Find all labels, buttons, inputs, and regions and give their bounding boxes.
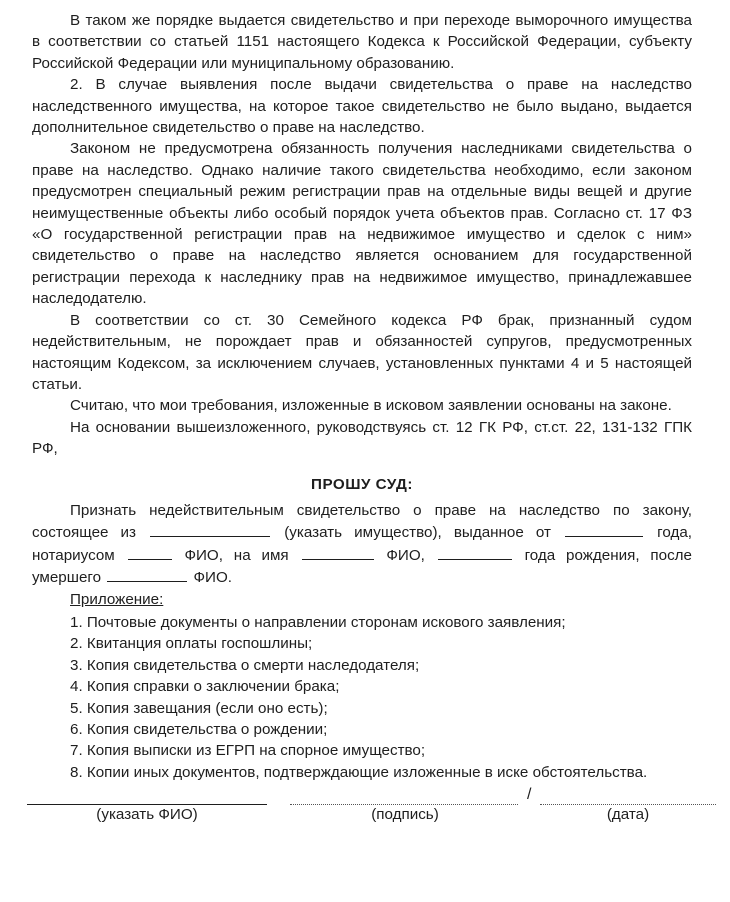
separator-slash: / [527,786,532,803]
document-body [32,10,692,783]
birth-year-blank [438,544,512,560]
heir-name-blank [302,544,374,560]
request-text: (указать имущество), выданное от [284,524,551,542]
issue-date-blank [565,521,643,537]
request-text: года рождения, после умершего [32,546,692,587]
date-line [540,804,716,805]
appendix-title-text: Приложение: [70,590,164,608]
request-text: года, нотариусом [32,524,692,564]
list-item: 5. Копия завещания (если оно есть); [70,699,328,717]
date-caption: (дата) [606,806,650,823]
deceased-blank [107,566,187,582]
list-item: 7. Копия выписки из ЕГРП на спорное имущество; [70,742,426,760]
list-item: 1. Почтовые документы о направлении сторонам искового заявления; [70,613,566,631]
signature-line [290,804,518,805]
appendix-title [32,589,692,610]
name-caption: (указать ФИО) [96,806,198,823]
paragraph: Законом не предусмотрена обязанность получения наследниками свидетельства о праве на наследство. Однако наличие такого свидетельства необходимо, если законом предусмотрен специальный режим регистрации прав на отдельные виды вещей и другие неимущественные объекты либо особый порядок учета объектов прав. Согласно ст. 17 ФЗ «О государственной регистрации прав на недвижимое имущество и сделок с ним» свидетельство о праве на наследство является основанием для государственной регистрации перехода к наследнику прав на недвижимое имущество, принадлежавшее наследодателю. [32,140,692,308]
list-item: 2. Квитанция оплаты госпошлины; [70,635,313,653]
signature-block [0,786,730,830]
request-text: ФИО, [386,546,425,564]
paragraph: В таком же порядке выдается свидетельство и при переходе выморочного имущества в соответствии со статьей 1151 настоящего Кодекса к Российской Федерации, субъекту Российской Федерации или муниципальному образованию. [32,12,692,72]
request-paragraph [32,500,692,589]
paragraph: 2. В случае выявления после выдачи свидетельства о праве на наследство наследственного имущества, на которое такое свидетельство не было выдано, выдается дополнительное свидетельство о праве на наследство. [32,76,692,137]
sign-caption: (подпись) [371,806,439,823]
request-text: ФИО, на имя [184,546,289,564]
name-signature-line [27,804,267,805]
list-item: 6. Копия свидетельства о рождении; [70,721,328,738]
list-item: 3. Копия свидетельства о смерти наследодателя; [70,656,420,674]
paragraph: На основании вышеизложенного, руководствуясь ст. 12 ГК РФ, ст.ст. 22, 131-132 ГПК РФ, [32,418,692,458]
property-blank [150,521,270,537]
list-item: 4. Копия справки о заключении брака; [70,678,340,696]
notary-blank [128,544,172,560]
appendix-list [32,612,692,783]
request-text: ФИО. [193,569,233,587]
request-heading: ПРОШУ СУД: [311,475,413,493]
list-item: 8. Копии иных документов, подтверждающие изложенные в иске обстоятельства. [70,763,648,781]
paragraph: Считаю, что мои требования, изложенные в исковом заявлении основаны на законе. [70,397,672,415]
paragraph: В соответствии со ст. 30 Семейного кодекса РФ брак, признанный судом недействительным, не порождает прав и обязанностей супругов, предусмотренных настоящим Кодексом, за исключением случаев, установленных пунктами 4 и 5 настоящей статьи. [32,311,692,393]
request-text: Признать недействительным свидетельство о праве на наследство по закону, состоящее из [32,501,692,542]
